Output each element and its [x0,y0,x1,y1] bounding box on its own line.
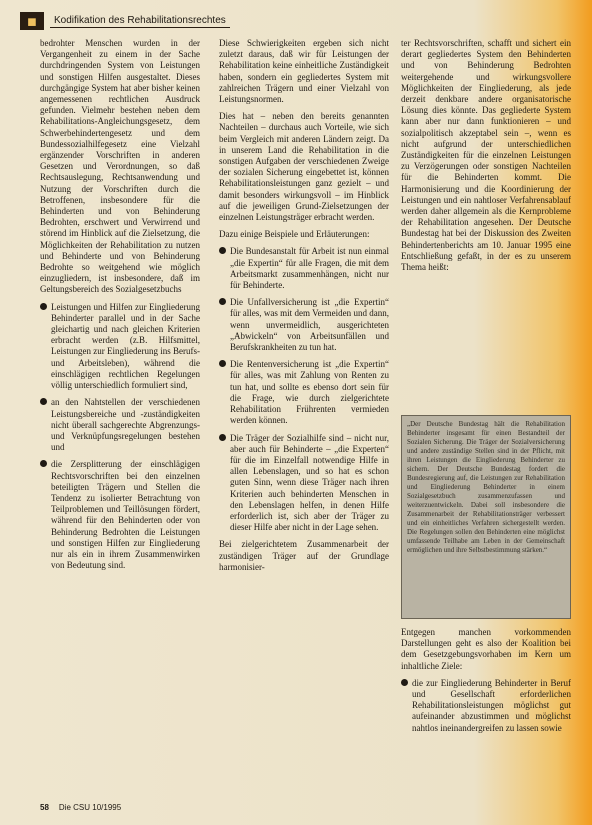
column-3-top [401,38,571,410]
bullet-icon [40,303,47,310]
header-title: Kodifikation des Rehabilitationsrechtes [50,14,230,28]
quote-box [401,415,571,619]
bullet-icon [40,398,47,405]
running-header [20,10,230,32]
bullet-icon [219,360,226,367]
column-1 [40,38,200,798]
list-item: an den Nahtstellen der verschiedenen Leistungsbereiche und -zuständigkeiten nicht überall sachgerechte Abgrenzungs- und Verknüpfungsregelungen bestehen und [40,397,200,453]
list-item: die zur Eingliederung Behinderter in Beruf und Gesellschaft erforderlichen Rehabilitationsleistungen möglichst gut aufeinander abzustimmen und möglichst nahtlos ineinandergreifen zu lassen sowie [401,678,571,734]
bullet-icon [401,679,408,686]
list-item: Leistungen und Hilfen zur Eingliederung Behinderter parallel und in der Sache gleichartig und nach gleichen Kriterien erbracht werden (z.B. Hilfsmittel, Leistungen zur Eingliederung ins Berufs- und Arbeitsleben), während die einschlägigen rechtlichen Regelungen völlig unterschiedlich formuliert sind, [40,302,200,392]
paragraph: Dazu einige Beispiele und Erläuterungen: [219,229,370,240]
page-number: 58 [40,803,49,812]
bullet-icon [219,434,226,441]
list-item: Die Bundesanstalt für Arbeit ist nun einmal „die Expertin“ für alle Fragen, die mit dem Arbeitsmarkt zusammenhängen, nicht nur für Behinderte. [219,246,389,291]
list-item: die Zersplitterung der einschlägigen Rechtsvorschriften bei den einzelnen beteiligten Trägern und Stellen die Tendenz zu isolierter Betrachtung von Teilproblemen und Teillösungen fördert, während für den Behinderten oder von Behinderung Bedrohten die Leistungen und sonstigen Hilfen zur Eingliederung nur als ein in ihrem Zusammenwirken von Bedeutung sind. [40,459,200,571]
paragraph: Dies hat – neben den bereits genannten Nachteilen – durchaus auch Vorteile, wie sich beim Vergleich mit anderen Ländern zeigt. Da in unserem Land die Rehabilitation in die sonstigen Aufgaben der verschiedenen Zweige der sozialen Sicherung eingebettet ist, können Rehabilitationsleistungen ganz gezielt – und damit besonders wirkungsvoll – im Hinblick auf die jeweiligen Grund-Zielsetzungen der einzelnen Leistungsträger erbracht werden. [219,111,389,223]
list-item: Die Träger der Sozialhilfe sind – nicht nur, aber auch für Behinderte – „die Experten“ für die im Einzelfall notwendige Hilfe in allen Lebenslagen, und so hat es schon guten Sinn, wenn diese Träger nach ihren Kriterien auch behinderten Menschen in den Lebenslagen helfen, in denen Hilfe erforderlich ist, sich aber der Träger zu dieser Hilfe aber nicht in der Lage sehen. [219,433,389,534]
paragraph: Bei zielgerichtetem Zusammenarbeit der zuständigen Träger auf der Grundlage harmonisier- [219,539,389,572]
paragraph: Diese Schwierigkeiten ergeben sich nicht zuletzt daraus, daß wir für Leistungen der Rehabilitation keine einheitliche Zuständigkeit haben, sondern ein gegliedertes System mit zahlreichen Trägern und einer Vielzahl von Leistungsnormen. [219,38,389,105]
column-3-bottom [401,627,571,792]
magazine-logo-icon: ◼ [20,12,44,30]
bullet-list [401,678,571,734]
paragraph: bedrohter Menschen wurden in der Vergangenheit zu einem in der Sache durchdringenden System von Leistungen und sonstigen Hilfen ausgestaltet. Dieses durchgängige System hat aber bisher keinen angemessenen rechtlichen Ausdruck gefunden. Vielmehr bestehen neben dem Rehabilitations-Angleichungsgesetz, dem Schwerbehindertengesetz und dem Bundessozialhilfegesetz eine Vielzahl ergänzender Vorschriften in anderen Gesetzen und Verordnungen, so daß Rechtsauslegung, Rechtsanwendung und Nutzung der Vorschriften durch die Betroffenen, insbesondere für die Behinderten und von Behinderung Bedrohten, erschwert und Verwirrend und störend im Hinblick auf die Zielsetzung, die Möglichkeiten der Rehabilitation zu nutzen und Behinderte und von Behinderung Bedrohte so weitgehend wie möglich einzugliedern, ist insbesondere, daß im Geltungsbereich des Sozialgesetzbuchs [40,38,200,295]
bullet-list [40,302,200,572]
bullet-icon [40,460,47,467]
footer-source: Die CSU 10/1995 [58,803,122,812]
column-2 [219,38,389,798]
quote-text: „Der Deutsche Bundestag hält die Rehabilitation Behinderter insgesamt für einen Bestandteil der Sozialen Sicherung. Die Träger der Sozialversicherung und andere zuständige Stellen sind in der Pflicht, mit ihren Leistungen die Eingliederung Behinderter zu sichern. Der Deutsche Bundestag fordert die Bundesregierung auf, die Leistungen zur Rehabilitation und Eingliederung Behinderter in einem Sozialgesetzbuch zusammenzufassen und weiterzuentwickeln. Dabei soll insbesondere die Zusammenarbeit der Rehabilitationsträger verbessert und ein einheitliches Verfahren sichergestellt werden. Die Regelungen sollen den Behinderten eine möglichst umfassende Teilhabe am Leben in der Gemeinschaft ermöglichen und ihre Selbstbestimmung stärken.“ [407,420,565,554]
paragraph: Entgegen manchen vorkommenden Darstellungen geht es also der Koalition bei dem Gesetzgebungsvorhaben im Kern um inhaltliche Ziele: [401,627,571,671]
list-item: Die Rentenversicherung ist „die Expertin“ für alles, was mit Zahlung von Renten zu tun hat, und sollte es ebenso dort sein für die Frage, wie durch zielgerichtete Rehabilitation Frührenten vermieden werden können. [219,359,389,426]
bullet-icon [219,298,226,305]
bullet-list [219,246,389,533]
page-footer [40,803,121,812]
paragraph: ter Rechtsvorschriften, schafft und sichert ein derart gegliedertes System den Behinderten und von Behinderung Bedrohten weitergehende und wirkungsvollere Möglichkeiten der Eingliederung, als jede derzeit denkbare andere organisatorische Lösung dies könnte. Das gegliederte System kann aber nur dann funktionieren – und sozialpolitisch akzeptabel sein –, wenn es nicht aufgrund der unterschiedlichen Zuständigkeiten für die einzelnen Leistungen zu Verzögerungen oder sonstigen Nachteilen für die Behinderten kommt. Die Harmonisierung und die Koordinierung der Leistungen und ein nahtloser Verfahrensablauf werden daher allgemein als die Kernprobleme der Rehabilitation angesehen. Der Deutsche Bundestag hat bei der Diskussion des Zweiten Behindertenberichts am 10. Januar 1995 eine Entschließung gefaßt, in der es zu unserem Thema heißt: [401,38,571,273]
list-item: Die Unfallversicherung ist „die Expertin“ für alles, was mit dem Vermeiden und dann, wenn unvermeidlich, ausgerichteten „Abwickeln“ von Arbeitsunfällen und Berufskrankheiten zu tun hat. [219,297,389,353]
bullet-icon [219,247,226,254]
